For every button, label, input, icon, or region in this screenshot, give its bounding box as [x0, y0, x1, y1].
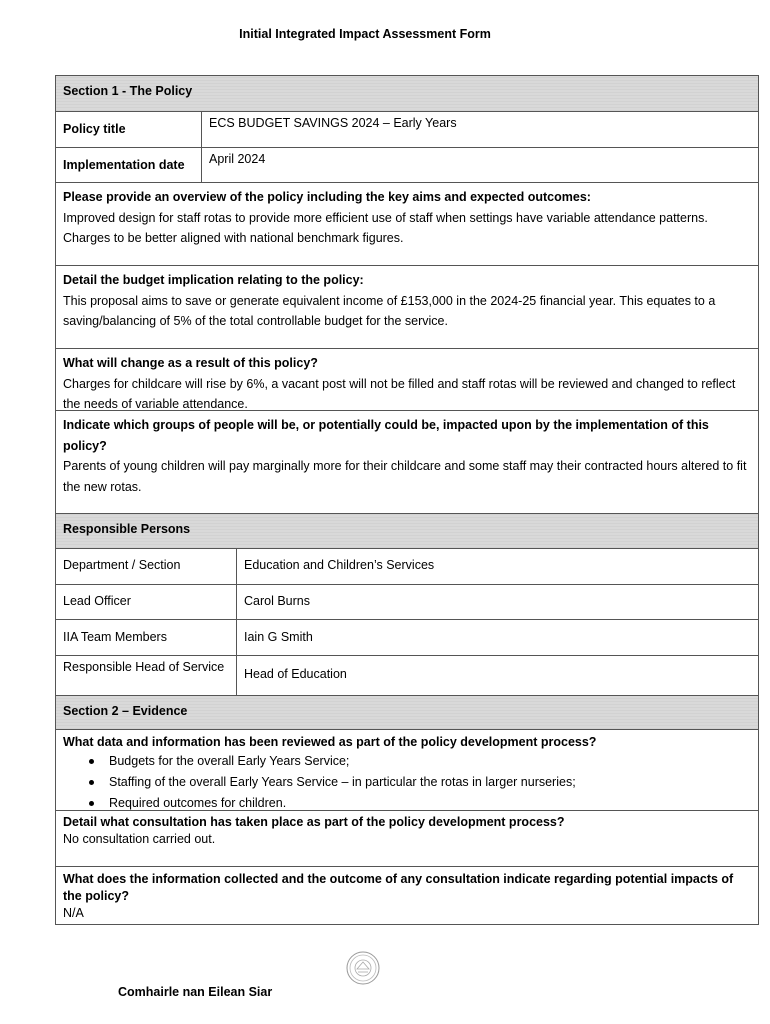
- data-reviewed-question: What data and information has been reviewed as part of the policy development process?: [63, 735, 597, 749]
- overview-answer: Improved design for staff rotas to provide more efficient use of staff when settings have variable attendance patterns. Charges to be better aligned with national benchmark figures.: [63, 210, 708, 245]
- department-label: Department / Section: [56, 549, 237, 584]
- policy-title-row: [56, 112, 758, 148]
- table-row: [56, 620, 758, 656]
- responsible-persons-header: Responsible Persons: [56, 514, 758, 549]
- outcome-answer: N/A: [63, 906, 84, 920]
- groups-question: Indicate which groups of people will be, or potentially could be, impacted upon by the implementation of this policy?: [63, 418, 709, 453]
- section-1-header: Section 1 - The Policy: [56, 76, 758, 112]
- data-reviewed-list: [63, 751, 751, 814]
- consultation-answer: No consultation carried out.: [63, 832, 216, 846]
- section-2-header: Section 2 – Evidence: [56, 696, 758, 730]
- budget-answer: This proposal aims to save or generate equivalent income of £153,000 in the 2024-25 financial year. This equates to a saving/balancing of 5% of the total controllable budget for the service.: [63, 293, 716, 328]
- groups-answer: Parents of young children will pay marginally more for their childcare and some staff may their contracted hours altered to fit the new rotas.: [63, 459, 747, 494]
- table-row: [56, 585, 758, 620]
- table-row: [56, 549, 758, 585]
- change-question: What will change as a result of this policy?: [63, 356, 318, 370]
- groups-block: [56, 411, 758, 514]
- policy-title-label: Policy title: [56, 112, 202, 147]
- change-block: [56, 349, 758, 411]
- change-answer: Charges for childcare will rise by 6%, a vacant post will not be filled and staff rotas will be reviewed and changed to reflect the needs of variable attendance.: [63, 376, 736, 411]
- list-item: Staffing of the overall Early Years Service – in particular the rotas in larger nurseries;: [109, 772, 751, 793]
- implementation-date-value: April 2024: [209, 152, 266, 166]
- outcome-block: [56, 867, 758, 924]
- policy-title-value: ECS BUDGET SAVINGS 2024 – Early Years: [209, 116, 457, 130]
- impact-assessment-form: [55, 75, 759, 925]
- department-value: Education and Children’s Services: [244, 558, 435, 572]
- outcome-question: What does the information collected and the outcome of any consultation indicate regarding potential impacts of the policy?: [63, 872, 734, 903]
- document-title: Initial Integrated Impact Assessment Form: [239, 27, 491, 41]
- consultation-block: [56, 811, 758, 867]
- overview-block: [56, 183, 758, 266]
- head-of-service-value: Head of Education: [244, 667, 347, 681]
- iia-team-label: IIA Team Members: [56, 620, 237, 655]
- head-of-service-label: Responsible Head of Service: [56, 656, 237, 695]
- council-seal-icon: [345, 950, 381, 986]
- list-item: Required outcomes for children.: [109, 793, 751, 814]
- lead-officer-label: Lead Officer: [56, 585, 237, 619]
- overview-question: Please provide an overview of the policy including the key aims and expected outcomes:: [63, 190, 591, 204]
- budget-question: Detail the budget implication relating to the policy:: [63, 273, 364, 287]
- budget-block: [56, 266, 758, 349]
- table-row: [56, 656, 758, 696]
- council-name-footer: Comhairle nan Eilean Siar: [118, 985, 273, 999]
- consultation-question: Detail what consultation has taken place as part of the policy development process?: [63, 815, 565, 829]
- data-reviewed-block: [56, 730, 758, 811]
- list-item: Budgets for the overall Early Years Service;: [109, 751, 751, 772]
- iia-team-value: Iain G Smith: [244, 630, 313, 644]
- lead-officer-value: Carol Burns: [244, 594, 310, 608]
- implementation-date-row: [56, 148, 758, 183]
- implementation-date-label: Implementation date: [56, 148, 202, 182]
